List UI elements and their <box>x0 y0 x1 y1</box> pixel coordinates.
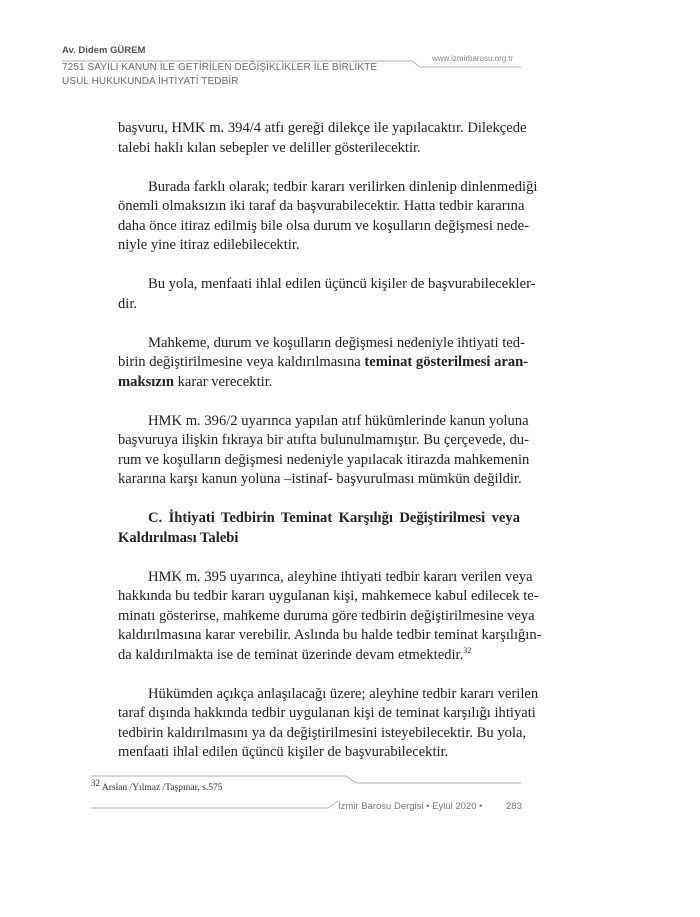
header-rule <box>62 61 521 67</box>
text-segment: birin değiştirilmesine veya kaldırılmasına <box>118 354 365 370</box>
text-segment: C. İhtiyati Tedbirin Teminat Karşılığı Değiştirilmesi veya <box>148 510 520 526</box>
text-line <box>118 217 529 237</box>
footer-rule <box>91 801 338 808</box>
website-url: www.izmirbarosu.org.tr <box>432 54 514 63</box>
text-line <box>118 178 538 198</box>
text-line <box>118 139 520 159</box>
text-segment: Bu yola, menfaati ihlal edilen üçüncü kişiler de başvurabilecekler- <box>148 276 536 292</box>
text-line <box>118 295 520 315</box>
paragraph <box>118 685 539 763</box>
text-segment: daha önce itiraz edilmiş bile olsa durum ve koşulların değişmesi nede- <box>118 217 529 234</box>
text-segment: talebi haklı kılan sebepler ve deliller gösterilecektir. <box>118 139 421 156</box>
text-segment: taraf dışında hakkında tedbir uygulanan kişi de teminat karşılığı ihtiyati <box>118 705 536 721</box>
text-segment: maksızın <box>118 373 174 390</box>
text-line <box>118 509 520 529</box>
text-line <box>118 626 542 646</box>
text-line <box>118 724 527 744</box>
text-line <box>118 431 529 451</box>
text-segment: dir. <box>118 295 138 312</box>
text-segment: HMK m. 396/2 uyarınca yapılan atıf hükümlerinde kanun yoluna <box>148 412 529 429</box>
section-heading <box>118 509 520 548</box>
text-segment: da kaldırılmakta ise de teminat üzerinde devam etmektedir. <box>118 646 464 663</box>
text-segment: kaldırılmasına karar verebilir. Aslında bu halde tedbir teminat karşılığın- <box>118 627 542 643</box>
text-segment: Hükümden açıkça anlaşılacağı üzere; aleyhine tedbir kararı verilen <box>148 685 539 702</box>
text-segment: niyle yine itiraz edilebilecektir. <box>118 237 300 253</box>
text-line <box>118 451 530 471</box>
page-number: 283 <box>506 801 522 812</box>
paragraph <box>118 178 538 256</box>
text-segment: Mahkeme, durum ve koşulların değişmesi nedeniyle ihtiyati ted- <box>148 334 525 351</box>
paragraph <box>118 412 530 490</box>
text-segment: teminat gösterilmesi aran- <box>364 354 529 370</box>
text-line <box>118 743 520 763</box>
body-text <box>118 119 542 782</box>
text-segment: HMK m. 395 uyarınca, aleyhine ihtiyati tedbir kararı verilen veya <box>148 568 533 585</box>
text-line <box>118 685 539 705</box>
text-segment: başvuru, HMK m. 394/4 atfı gereği dilekçe ile yapılacaktır. Dilekçede <box>118 120 527 136</box>
text-segment: Kaldırılması Talebi <box>118 529 239 546</box>
text-segment: önemli olmaksızın iki taraf da başvurabilecektir. Hatta tedbir kararına <box>118 198 525 214</box>
paragraph <box>118 119 527 158</box>
text-segment: karar verecektir. <box>173 373 273 390</box>
text-segment: hakkında bu tedbir kararı uygulanan kişi, mahkemece kabul edilecek te- <box>118 588 539 604</box>
text-segment: rum ve koşulların değişmesi nedeniyle yapılacak itirazda mahkemenin <box>118 451 530 468</box>
text-line <box>118 412 529 432</box>
running-title-line-2: USUL HUKUKUNDA İHTİYATİ TEDBİR <box>62 76 239 87</box>
text-line <box>118 607 535 627</box>
author-name: Av. Didem GÜREM <box>62 45 146 56</box>
text-line <box>118 704 536 724</box>
paragraph <box>118 568 542 666</box>
footnote-text: Arslan /Yılmaz /Taşpınar, s.575 <box>101 783 223 794</box>
running-title-line-1: 7251 SAYILI KANUN İLE GETİRİLEN DEĞİŞİKLİKLER İLE BİRLİKTE <box>62 62 378 73</box>
footnote-reference: 32 <box>463 645 472 655</box>
text-line <box>118 334 525 354</box>
text-line <box>118 373 520 393</box>
paragraph <box>118 334 529 393</box>
footnote-number: 32 <box>91 778 100 788</box>
text-line <box>118 646 520 666</box>
text-segment: menfaati ihlal edilen üçüncü kişiler de başvurabilecektir. <box>118 744 449 760</box>
text-line <box>118 236 520 256</box>
text-line <box>118 275 536 295</box>
text-line <box>118 353 529 373</box>
text-line <box>118 568 533 588</box>
text-segment: başvuruya ilişkin fıkraya bir atıfta bulunulmamıştır. Bu çerçevede, du- <box>118 432 529 448</box>
text-segment: Burada farklı olarak; tedbir kararı verilirken dinlenip dinlenmediği <box>148 178 538 195</box>
text-line <box>118 119 527 139</box>
journal-footer: İzmir Barosu Dergisi • Eylül 2020 • <box>338 801 483 812</box>
footnote <box>91 778 223 794</box>
text-line <box>118 587 539 607</box>
text-segment: kararına karşı kanun yoluna –istinaf- başvurulması mümkün değildir. <box>118 471 522 487</box>
text-line <box>118 470 520 490</box>
text-line <box>118 529 520 549</box>
text-line <box>118 197 525 217</box>
text-segment: minatı gösterirse, mahkeme duruma göre tedbirin değiştirilmesine veya <box>118 607 535 624</box>
paragraph <box>118 275 536 314</box>
text-segment: tedbirin kaldırılmasını ya da değiştirilmesini isteyebilecektir. Bu yola, <box>118 724 527 741</box>
